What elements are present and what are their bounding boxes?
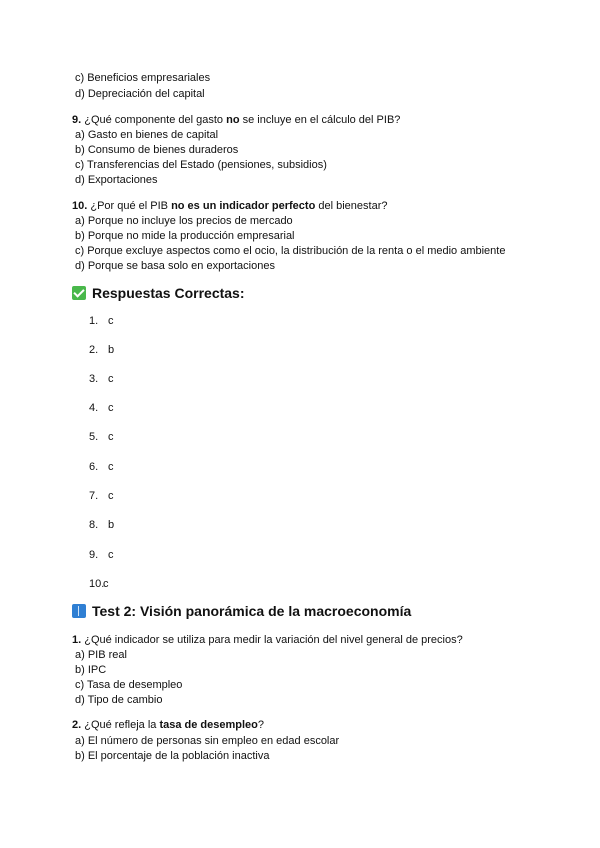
answer-number: 2. [89, 344, 99, 356]
answer-item [89, 548, 114, 562]
answer-number: 7. [89, 490, 99, 502]
answers-heading [72, 284, 245, 302]
question-text-post: ? [257, 719, 265, 731]
question-9 [72, 113, 400, 127]
answer-letter: c [108, 373, 114, 385]
q10-option-a: a) Porque no incluye los precios de mercado [75, 215, 293, 227]
answer-item [89, 314, 114, 328]
answer-item [89, 577, 109, 591]
answer-number: 4. [89, 402, 99, 414]
q10-option-c: c) Porque excluye aspectos como el ocio, la distribución de la renta o el medio ambiente [75, 245, 506, 257]
t2q1-option-b: b) IPC [75, 664, 107, 676]
answer-number: 6. [89, 461, 99, 473]
q10-option-d: d) Porque se basa solo en exportaciones [75, 260, 275, 272]
option-c: c) Beneficios empresariales [75, 72, 211, 84]
answer-item [89, 372, 114, 386]
question-text-pre: ¿Por qué el PIB [87, 200, 172, 212]
answer-item [89, 460, 114, 474]
q9-option-c: c) Transferencias del Estado (pensiones, subsidios) [75, 159, 327, 171]
test2-heading [72, 602, 411, 620]
option-d: d) Depreciación del capital [75, 88, 205, 100]
question-10 [72, 199, 387, 213]
question-number: 2. [72, 719, 82, 731]
answer-item [89, 489, 114, 503]
question-text-post: del bienestar? [315, 200, 388, 212]
answer-letter: c [108, 549, 114, 561]
question-text: ¿Qué indicador se utiliza para medir la variación del nivel general de precios? [81, 634, 463, 646]
t2q2-option-b: b) El porcentaje de la población inactiva [75, 750, 270, 762]
answer-number: 3. [89, 373, 99, 385]
question-number: 1. [72, 634, 82, 646]
t2q1-option-d: d) Tipo de cambio [75, 694, 163, 706]
answer-letter: c [108, 461, 114, 473]
question-number: 10. [72, 200, 88, 212]
question-text-bold: no es un indicador perfecto [171, 200, 316, 212]
answer-number: 10. [89, 578, 105, 590]
answer-letter: b [108, 344, 115, 356]
q10-option-b: b) Porque no mide la producción empresarial [75, 230, 295, 242]
question-number: 9. [72, 114, 82, 126]
answer-number: 8. [89, 519, 99, 531]
test2-question-1 [72, 633, 463, 647]
answer-letter: c [108, 402, 114, 414]
q9-option-a: a) Gasto en bienes de capital [75, 129, 219, 141]
answer-letter: c [108, 431, 114, 443]
check-mark-icon [72, 286, 86, 300]
answers-title: Respuestas Correctas: [92, 285, 245, 301]
question-text-post: se incluye en el cálculo del PIB? [239, 114, 401, 126]
blue-book-icon [72, 604, 86, 618]
answer-letter: b [108, 519, 115, 531]
answer-number: 5. [89, 431, 99, 443]
t2q1-option-c: c) Tasa de desempleo [75, 679, 183, 691]
answer-item [89, 401, 114, 415]
test2-question-2 [72, 718, 264, 732]
answer-number: 1. [89, 315, 99, 327]
answer-item [89, 518, 114, 532]
question-text-pre: ¿Qué refleja la [81, 719, 160, 731]
question-text-pre: ¿Qué componente del gasto [81, 114, 227, 126]
q9-option-d: d) Exportaciones [75, 174, 158, 186]
answer-item [89, 430, 114, 444]
t2q1-option-a: a) PIB real [75, 649, 127, 661]
answer-letter: c [103, 578, 109, 590]
answer-item [89, 343, 114, 357]
q9-option-b: b) Consumo de bienes duraderos [75, 144, 239, 156]
answer-letter: c [108, 490, 114, 502]
t2q2-option-a: a) El número de personas sin empleo en edad escolar [75, 735, 340, 747]
answer-number: 9. [89, 549, 99, 561]
answer-letter: c [108, 315, 114, 327]
question-text-bold: no [226, 114, 240, 126]
question-text-bold: tasa de desempleo [159, 719, 258, 731]
test2-title: Test 2: Visión panorámica de la macroeconomía [92, 603, 412, 619]
